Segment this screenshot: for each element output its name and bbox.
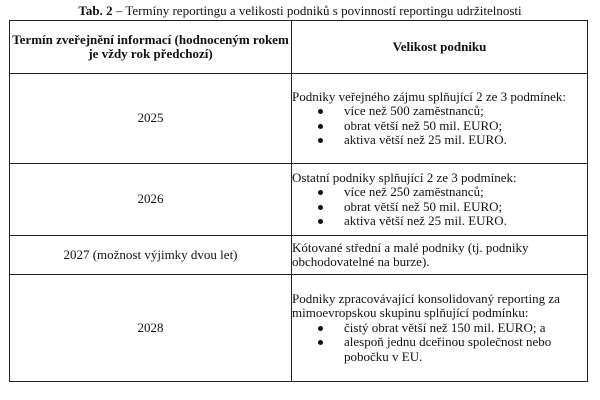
table-row xyxy=(10,164,588,236)
table-row xyxy=(10,275,588,382)
description-cell xyxy=(292,275,588,382)
table-header-row xyxy=(10,21,588,74)
condition-item: obrat větší než 50 mil. EURO; xyxy=(292,200,587,215)
condition-item: aktiva větší než 25 mil. EURO. xyxy=(292,214,587,229)
description-cell xyxy=(292,74,588,164)
year-cell: 2025 xyxy=(10,74,292,164)
reporting-table xyxy=(9,20,588,382)
condition-item: více než 250 zaměstnanců; xyxy=(292,185,587,200)
description-cell xyxy=(292,236,588,275)
year-cell: 2028 xyxy=(10,275,292,382)
condition-item: alespoň jednu dceřinou společnost nebo pobočku v EU. xyxy=(292,335,587,364)
description-intro: Ostatní podniky splňující 2 ze 3 podmínek: xyxy=(292,169,517,185)
condition-list xyxy=(292,321,587,365)
description-intro: Kótované střední a malé podniky (tj. podniky obchodovatelné na burze). xyxy=(292,239,529,269)
condition-list xyxy=(292,104,587,148)
condition-item: více než 500 zaměstnanců; xyxy=(292,104,587,119)
condition-item: aktiva větší než 25 mil. EURO. xyxy=(292,133,587,148)
year-cell: 2027 (možnost výjimky dvou let) xyxy=(10,236,292,275)
condition-list xyxy=(292,185,587,229)
table-caption xyxy=(0,3,600,18)
caption-label: Tab. 2 xyxy=(78,3,113,18)
description-intro: Podniky veřejného zájmu splňující 2 ze 3 podmínek: xyxy=(292,88,567,104)
description-cell xyxy=(292,164,588,236)
description-intro: Podniky zpracovávající konsolidovaný reporting za mimoevropskou skupinu splňující podmínku: xyxy=(292,290,560,321)
condition-item: čistý obrat větší než 150 mil. EURO; a xyxy=(292,321,587,336)
header-reporting-deadline: Termín zveřejnění informací (hodnoceným rokem je vždy rok předchozí) xyxy=(10,21,292,74)
caption-text: – Termíny reportingu a velikosti podniků s povinností reportingu udržitelnosti xyxy=(112,3,522,18)
year-cell: 2026 xyxy=(10,164,292,236)
condition-item: obrat větší než 50 mil. EURO; xyxy=(292,119,587,134)
table-row xyxy=(10,236,588,275)
header-company-size: Velikost podniku xyxy=(292,21,588,74)
table-row xyxy=(10,74,588,164)
